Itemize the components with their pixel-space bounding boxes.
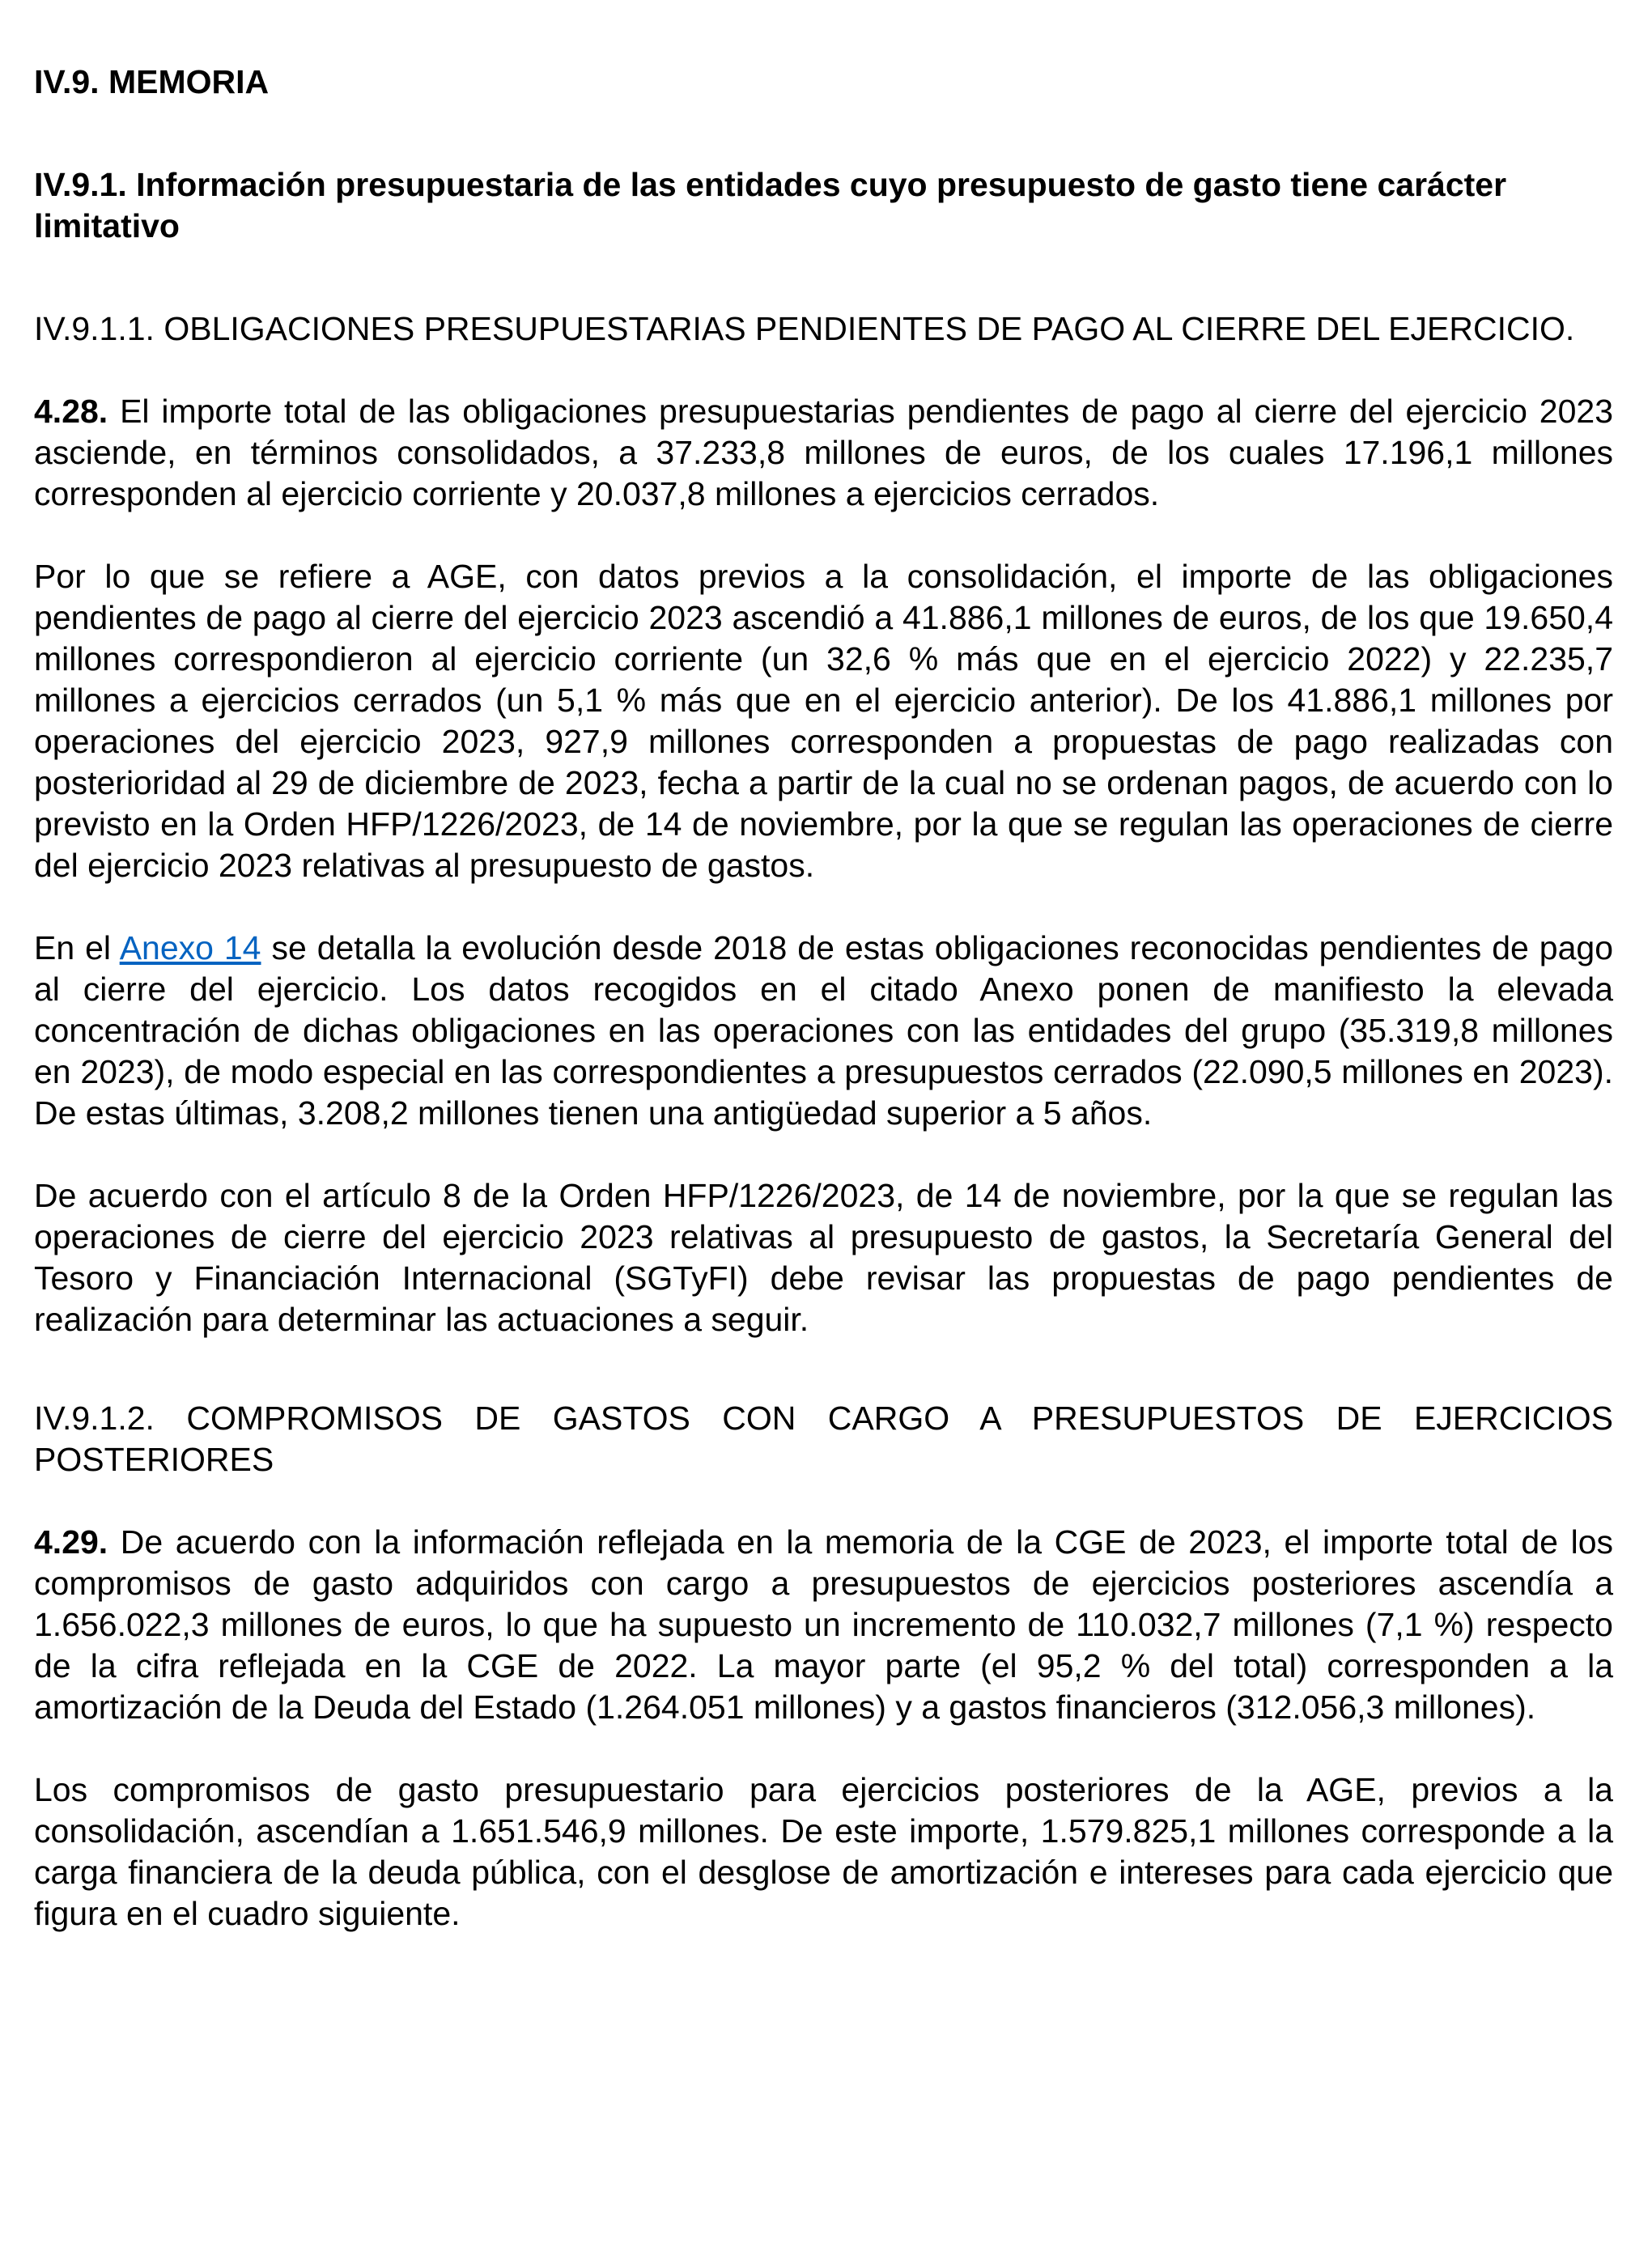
paragraph-number: 4.28. <box>34 393 108 430</box>
paragraph-orden: De acuerdo con el artículo 8 de la Orden HFP/1226/2023, de 14 de noviembre, por la que se regulan las operaciones de cierre del ejercicio 2023 relativas al presupuesto de gastos, la Secretaría General del Tesoro y Financiación Internacional (SGTyFI) debe revisar las propuestas de pago pendientes de realización para determinar las actuaciones a seguir. <box>34 1177 1613 1338</box>
paragraph-text: En el <box>34 929 120 966</box>
paragraph-text: De acuerdo con la información reflejada en la memoria de la CGE de 2023, el importe total de los compromisos de gasto adquiridos con cargo a presupuestos de ejercicios posteriores ascendía a 1.656.022,3 millones de euros, lo que ha supuesto un incremento de 110.032,7 millones (7,1 %) respecto de la cifra reflejada en la CGE de 2022. La mayor parte (el 95,2 % del total) corresponden a la amortización de la Deuda del Estado (1.264.051 millones) y a gastos financieros (312.056,3 millones). <box>34 1523 1613 1726</box>
paragraph-text: El importe total de las obligaciones presupuestarias pendientes de pago al cierre del ejercicio 2023 asciende, en términos consolidados, a 37.233,8 millones de euros, de los cuales 17.196,1 millones corresponden al ejercicio corriente y 20.037,8 millones a ejercicios cerrados. <box>34 393 1613 512</box>
subsection-title: IV.9.1. Información presupuestaria de las entidades cuyo presupuesto de gasto tiene carácter limitativo <box>34 166 1507 244</box>
paragraph-number: 4.29. <box>34 1523 108 1561</box>
paragraph-age: Por lo que se refiere a AGE, con datos previos a la consolidación, el importe de las obligaciones pendientes de pago al cierre del ejercicio 2023 ascendió a 41.886,1 millones de euros, de los que 19.650,4 millones correspondieron al ejercicio corriente (un 32,6 % más que en el ejercicio 2022) y 22.235,7 millones a ejercicios cerrados (un 5,1 % más que en el ejercicio anterior). De los 41.886,1 millones por operaciones del ejercicio 2023, 927,9 millones corresponden a propuestas de pago realizadas con posterioridad al 29 de diciembre de 2023, fecha a partir de la cual no se ordenan pagos, de acuerdo con lo previsto en la Orden HFP/1226/2023, de 14 de noviembre, por la que se regulan las operaciones de cierre del ejercicio 2023 relativas al presupuesto de gastos. <box>34 558 1613 884</box>
section-heading-compromisos: IV.9.1.2. COMPROMISOS DE GASTOS CON CARGO A PRESUPUESTOS DE EJERCICIOS POSTERIORES <box>34 1400 1613 1478</box>
paragraph-anexo <box>34 928 1613 1134</box>
paragraph-compromisos: Los compromisos de gasto presupuestario para ejercicios posteriores de la AGE, previos a la consolidación, ascendían a 1.651.546,9 millones. De este importe, 1.579.825,1 millones corresponde a la carga financiera de la deuda pública, con el desglose de amortización e intereses para cada ejercicio que figura en el cuadro siguiente. <box>34 1771 1613 1932</box>
anexo-14-link[interactable]: Anexo 14 <box>119 929 261 966</box>
paragraph-4-28 <box>34 391 1613 515</box>
section-heading-obligaciones: IV.9.1.1. OBLIGACIONES PRESUPUESTARIAS PENDIENTES DE PAGO AL CIERRE DEL EJERCICIO. <box>34 310 1575 347</box>
paragraph-text: se detalla la evolución desde 2018 de estas obligaciones reconocidas pendientes de pago al cierre del ejercicio. Los datos recogidos en el citado Anexo ponen de manifiesto la elevada concentración de dichas obligaciones en las operaciones con las entidades del grupo (35.319,8 millones en 2023), de modo especial en las correspondientes a presupuestos cerrados (22.090,5 millones en 2023). De estas últimas, 3.208,2 millones tienen una antigüedad superior a 5 años. <box>34 929 1613 1132</box>
paragraph-4-29 <box>34 1522 1613 1728</box>
section-title-memoria: IV.9. MEMORIA <box>34 63 270 100</box>
